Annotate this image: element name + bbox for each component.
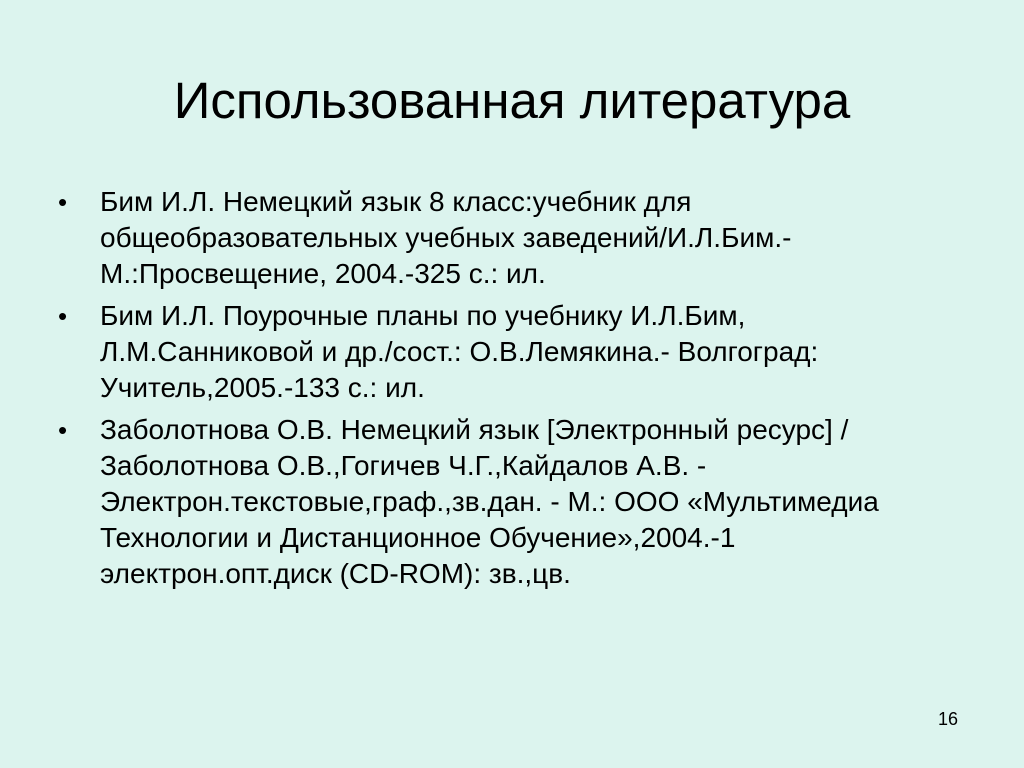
bibliography-item-3 (58, 412, 958, 592)
bullet-icon: • (58, 301, 68, 331)
bibliography-item-2 (58, 298, 958, 406)
page-number: 16 (938, 709, 959, 729)
bibliography-item-1 (58, 184, 958, 292)
slide-title: Использованная литература (173, 72, 851, 129)
bibliography-list (58, 184, 958, 598)
bibliography-item-text: Заболотнова О.В. Немецкий язык [Электронный ресурс] / Заболотнова О.В.,Гогичев Ч.Г.,Кайдалов А.В. - Электрон.текстовые,граф.,зв.дан. - М.: ООО «Мультимедиа Технологии и Дистанционное Обучение»,2004.-1 электрон.опт.диск (CD-ROM): зв.,цв. (100, 414, 879, 589)
bullet-icon: • (58, 415, 68, 445)
bullet-icon: • (58, 187, 68, 217)
bibliography-item-text: Бим И.Л. Поурочные планы по учебнику И.Л.Бим, Л.М.Санниковой и др./сост.: О.В.Лемякина.- Волгоград: Учитель,2005.-133 с.: ил. (100, 300, 819, 403)
bibliography-item-text: Бим И.Л. Немецкий язык 8 класс:учебник для общеобразовательных учебных заведений/И.Л.Бим.- М.:Просвещение, 2004.-325 с.: ил. (100, 186, 792, 289)
